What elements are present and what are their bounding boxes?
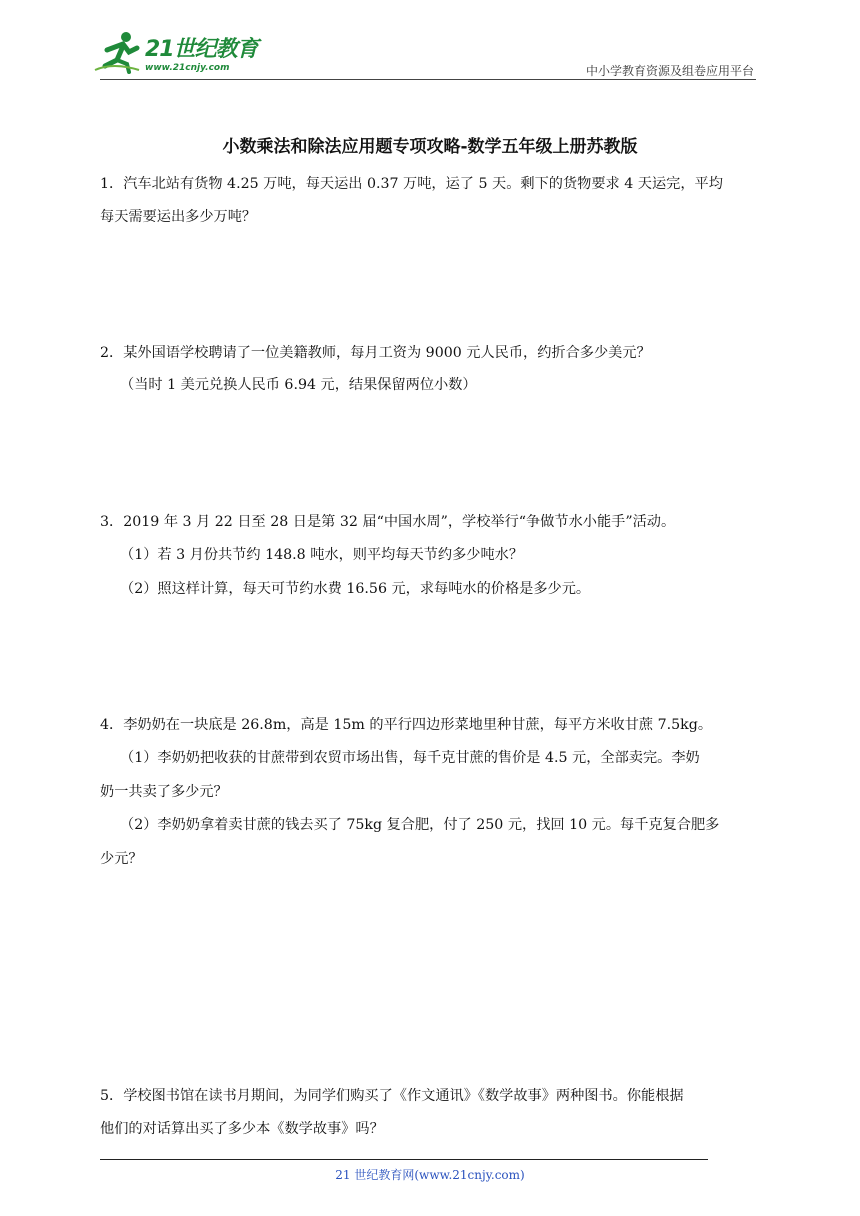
- question-1-line-2: 每天需要运出多少万吨？: [100, 209, 257, 225]
- logo: [93, 30, 263, 80]
- question-1-line-1: 1．汽车北站有货物 4.25 万吨，每天运出 0.37 万吨，运了 5 天。剩下的货物要求 4 天运完，平均: [100, 176, 723, 192]
- question-2-line-1: 2．某外国语学校聘请了一位美籍教师，每月工资为 9000 元人民币，约折合多少美元？: [100, 345, 651, 361]
- question-5-line-2: 他们的对话算出买了多少本《数学故事》吗？: [100, 1121, 384, 1137]
- question-4-sub-1-line-1: （1）李奶奶把收获的甘蔗带到农贸市场出售，每千克甘蔗的售价是 4.5 元，全部卖完。李奶: [120, 750, 700, 766]
- footer-text[interactable]: 21 世纪教育网(www.21cnjy.com): [335, 1168, 525, 1182]
- runner-logo-icon: [93, 30, 143, 74]
- question-4-sub-2-line-1: （2）李奶奶拿着卖甘蔗的钱去买了 75kg 复合肥，付了 250 元，找回 10 元。每千克复合肥多: [120, 817, 720, 833]
- logo-url: www.21cnjy.com: [145, 63, 230, 73]
- question-2-note: （当时 1 美元兑换人民币 6.94 元，结果保留两位小数）: [120, 377, 477, 393]
- question-3-sub-2: （2）照这样计算，每天可节约水费 16.56 元，求每吨水的价格是多少元。: [120, 581, 591, 597]
- page-title: 小数乘法和除法应用题专项攻略-数学五年级上册苏教版: [222, 137, 638, 157]
- question-4-sub-1-line-2: 奶一共卖了多少元？: [100, 784, 228, 800]
- header-divider: [100, 79, 756, 80]
- footer-divider: [100, 1159, 708, 1160]
- question-5-line-1: 5．学校图书馆在读书月期间，为同学们购买了《作文通讯》《数学故事》两种图书。你能根据: [100, 1088, 684, 1104]
- platform-label: 中小学教育资源及组卷应用平台: [585, 64, 754, 78]
- question-3-line-1: 3．2019 年 3 月 22 日至 28 日是第 32 届“中国水周”，学校举行“争做节水小能手”活动。: [100, 514, 676, 530]
- question-4-line-1: 4．李奶奶在一块底是 26.8m，高是 15m 的平行四边形菜地里种甘蔗，每平方米收甘蔗 7.5kg。: [100, 717, 713, 733]
- page-header: [0, 0, 860, 90]
- question-3-sub-1: （1）若 3 月份共节约 148.8 吨水，则平均每天节约多少吨水？: [120, 547, 524, 563]
- question-4-sub-2-line-2: 少元？: [100, 851, 143, 867]
- logo-text: 21世纪教育: [145, 37, 258, 62]
